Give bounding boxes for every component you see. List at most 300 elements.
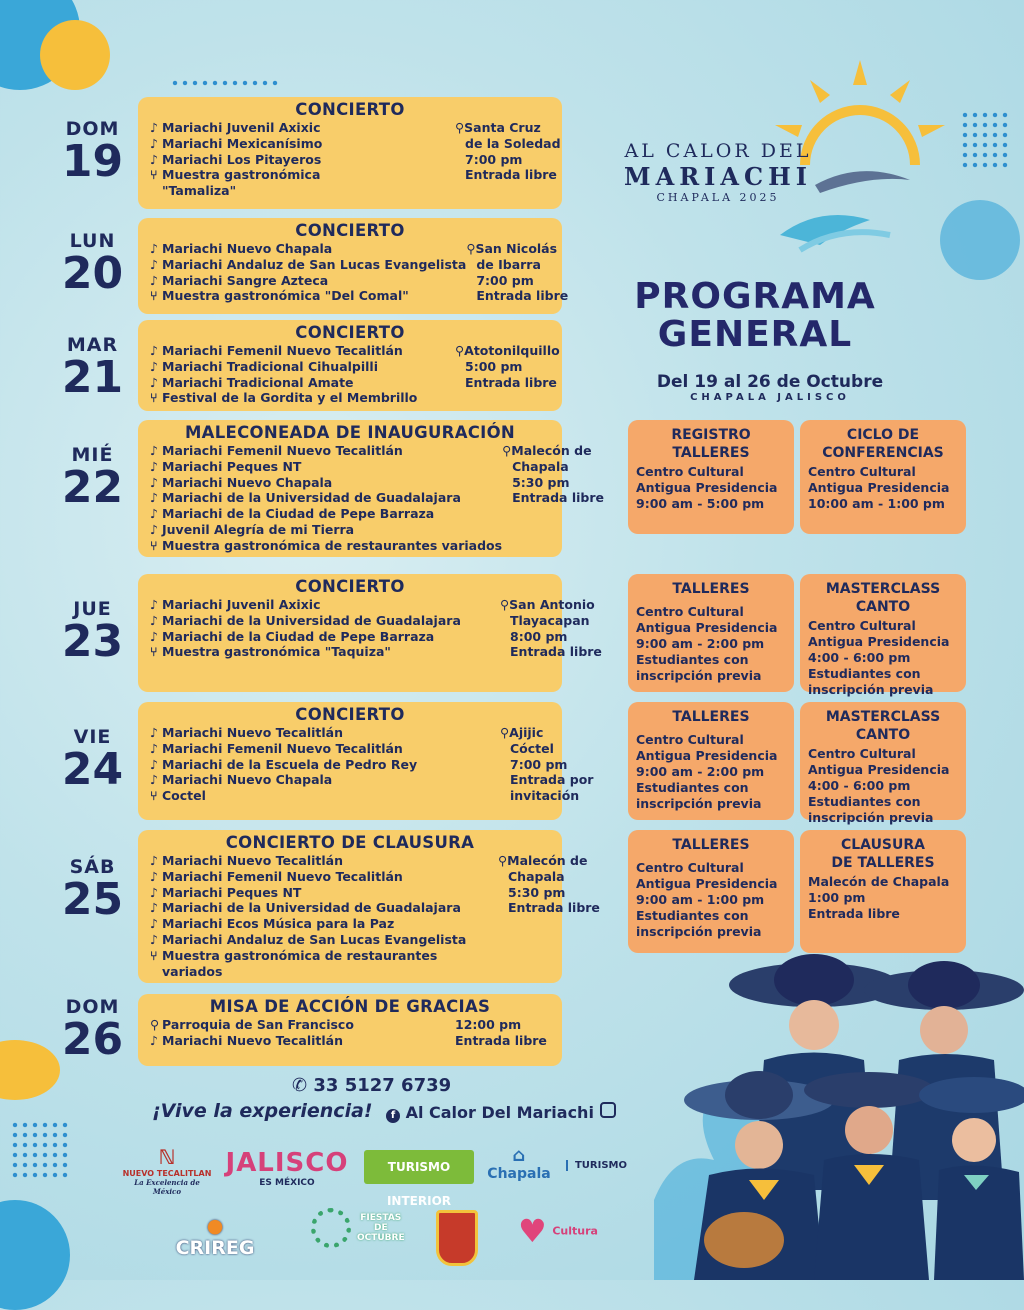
decor-dots-right bbox=[960, 110, 1010, 170]
event-item-text: variados bbox=[162, 963, 223, 979]
event-item bbox=[150, 772, 500, 788]
day-name: LUN bbox=[69, 230, 116, 252]
event-place-line bbox=[498, 900, 600, 916]
event-item bbox=[150, 629, 500, 645]
event-card bbox=[138, 320, 562, 411]
event-card bbox=[138, 218, 569, 314]
workshop-detail: Centro Cultural bbox=[636, 604, 744, 619]
fork-knife-icon: ⑂ bbox=[150, 947, 158, 963]
decor-circle-bottom-left bbox=[0, 1200, 70, 1310]
logo-tecalitlan-mark-icon: ℕ bbox=[158, 1145, 176, 1169]
music-note-icon: ♪ bbox=[150, 740, 158, 756]
event-item bbox=[150, 167, 455, 183]
event-place-line bbox=[502, 474, 570, 491]
instagram-icon bbox=[600, 1102, 616, 1118]
event-item-text: Muestra gastronómica "Del Comal" bbox=[162, 288, 409, 304]
day-number: 24 bbox=[61, 744, 124, 795]
workshop-detail: Antigua Presidencia bbox=[636, 748, 778, 763]
workshop-title bbox=[808, 580, 958, 616]
event-place-line bbox=[500, 628, 568, 645]
day-name: MIÉ bbox=[71, 444, 114, 466]
fork-knife-icon: ⑂ bbox=[150, 390, 158, 406]
fork-knife-icon: ⑂ bbox=[150, 644, 158, 660]
event-place-line bbox=[455, 343, 560, 359]
event-item bbox=[150, 597, 500, 613]
event-place-line bbox=[455, 120, 550, 136]
brand-line1: AL CALOR DEL bbox=[624, 140, 812, 162]
event-item bbox=[150, 788, 500, 804]
event-item bbox=[150, 273, 466, 289]
event-item bbox=[150, 375, 455, 391]
event-item bbox=[150, 506, 502, 522]
chapala-building-icon: ⌂ bbox=[512, 1145, 526, 1166]
event-place-text: 5:30 pm bbox=[512, 474, 570, 490]
logo-crireg bbox=[165, 1215, 265, 1259]
event-item bbox=[150, 948, 498, 964]
event-item-text: Mariachi Ecos Música para la Paz bbox=[162, 916, 395, 932]
phone-text: 33 5127 6739 bbox=[313, 1075, 452, 1096]
event-item bbox=[150, 288, 466, 304]
brand-line3: CHAPALA 2025 bbox=[656, 191, 780, 204]
event-card bbox=[138, 702, 594, 820]
event-item-text: Mariachi de la Ciudad de Pepe Barraza bbox=[162, 506, 435, 522]
day-label bbox=[40, 334, 145, 403]
music-note-icon: ♪ bbox=[150, 597, 158, 612]
event-item bbox=[150, 136, 455, 152]
event-item bbox=[150, 885, 498, 901]
logo-fiestas-text: FIESTAS DE OCTUBRE bbox=[356, 1213, 405, 1243]
event-place-line bbox=[455, 374, 557, 391]
event-place-text: Ajijic bbox=[509, 725, 544, 740]
event-place-line bbox=[455, 135, 561, 152]
workshop-detail: Centro Cultural bbox=[636, 464, 744, 479]
day-label bbox=[40, 726, 145, 795]
logo-nuevo-tecalitlan bbox=[122, 1145, 212, 1196]
mariachi-group-illustration bbox=[654, 950, 1024, 1280]
logo-tecalitlan-text: NUEVO TECALITLAN bbox=[122, 1169, 212, 1178]
event-item-text: Mariachi Femenil Nuevo Tecalitlán bbox=[162, 740, 403, 756]
event-place-text: de la Soledad bbox=[465, 135, 561, 151]
event-place-text: Entrada libre bbox=[512, 490, 605, 506]
workshop-detail: Centro Cultural bbox=[808, 746, 916, 761]
event-place-text: 5:30 pm bbox=[508, 884, 566, 900]
workshop-detail: Centro Cultural bbox=[808, 464, 916, 479]
event-place-line bbox=[498, 853, 588, 869]
day-label bbox=[40, 598, 145, 667]
event-item-text: Mariachi de la Ciudad de Pepe Barraza bbox=[162, 628, 435, 644]
event-item-text: Mariachi Nuevo Chapala bbox=[162, 474, 333, 490]
day-number: 19 bbox=[61, 136, 124, 187]
music-note-icon: ♪ bbox=[150, 1032, 158, 1048]
workshop-detail: 9:00 am - 2:00 pm bbox=[636, 636, 765, 651]
workshop-card bbox=[628, 420, 794, 534]
event-place-text: Entrada libre bbox=[510, 644, 602, 660]
event-item bbox=[150, 964, 498, 980]
music-note-icon: ♪ bbox=[150, 490, 158, 506]
event-place-text: Chapala bbox=[508, 868, 565, 884]
event-place-text: San Antonio bbox=[509, 597, 595, 612]
event-item bbox=[150, 757, 500, 773]
workshop-detail: Estudiantes con bbox=[636, 908, 749, 923]
workshop-detail: 9:00 am - 5:00 pm bbox=[636, 496, 765, 511]
music-note-icon: ♪ bbox=[150, 474, 158, 490]
music-note-icon: ♪ bbox=[150, 725, 158, 740]
day-name: DOM bbox=[65, 118, 120, 140]
event-item-text: "Tamaliza" bbox=[162, 183, 237, 199]
event-title: CONCIERTO bbox=[295, 323, 405, 342]
location-pin-icon: ⚲ bbox=[498, 853, 508, 868]
workshop-detail: Centro Cultural bbox=[636, 860, 744, 875]
facebook-icon: f bbox=[386, 1109, 400, 1123]
event-place-line bbox=[500, 788, 580, 804]
workshop-detail: Centro Cultural bbox=[636, 732, 744, 747]
event-place-line bbox=[502, 443, 592, 459]
workshop-detail: 9:00 am - 1:00 pm bbox=[636, 892, 765, 907]
day-label bbox=[40, 230, 145, 299]
workshop-detail: inscripción previa bbox=[808, 810, 934, 825]
event-item-text: Mariachi Juvenil Axixic bbox=[162, 120, 321, 135]
workshop-detail: Antigua Presidencia bbox=[636, 876, 778, 891]
event-item-text: Coctel bbox=[162, 788, 206, 804]
event-title: CONCIERTO bbox=[295, 705, 405, 724]
logo-jalisco-text: JALISCO bbox=[225, 1148, 349, 1178]
music-note-icon: ♪ bbox=[150, 135, 158, 151]
music-note-icon: ♪ bbox=[150, 884, 158, 900]
event-place-line bbox=[500, 772, 594, 788]
day-label bbox=[40, 996, 145, 1065]
workshop-title-line: TALLERES bbox=[672, 709, 750, 725]
event-place-line bbox=[455, 1017, 550, 1033]
event-item bbox=[150, 443, 502, 459]
fork-knife-icon: ⑂ bbox=[150, 288, 158, 304]
event-item-text: Mariachi de la Universidad de Guadalajara bbox=[162, 612, 461, 628]
event-item-text: Mariachi Femenil Nuevo Tecalitlán bbox=[162, 343, 403, 358]
workshop-title bbox=[636, 426, 786, 462]
day-label bbox=[40, 444, 145, 513]
logo-tecalitlan-sub: La Excelencia de México bbox=[134, 1178, 200, 1196]
event-item bbox=[150, 522, 502, 538]
music-note-icon: ♪ bbox=[150, 506, 158, 522]
logo-shield bbox=[436, 1210, 478, 1266]
day-number: 20 bbox=[61, 248, 124, 299]
event-card bbox=[138, 830, 600, 983]
music-note-icon: ♪ bbox=[150, 612, 158, 628]
event-item-text: Festival de la Gordita y el Membrillo bbox=[162, 390, 418, 406]
event-card bbox=[138, 574, 602, 692]
event-item-text: Mariachi Andaluz de San Lucas Evangelista bbox=[162, 931, 467, 947]
program-title bbox=[590, 278, 920, 354]
workshop-detail: inscripción previa bbox=[808, 682, 934, 697]
event-item bbox=[150, 725, 500, 741]
phone-icon: ✆ bbox=[292, 1075, 308, 1096]
day-name: DOM bbox=[65, 996, 120, 1018]
event-place-text: Entrada libre bbox=[465, 374, 557, 390]
event-item-text: Mariachi Peques NT bbox=[162, 884, 302, 900]
workshop-detail: Malecón de Chapala bbox=[808, 874, 950, 889]
event-place-line bbox=[455, 1033, 550, 1049]
phone-number[interactable] bbox=[292, 1075, 451, 1096]
event-place-line bbox=[466, 273, 561, 289]
event-item-text: Mariachi Sangre Azteca bbox=[162, 272, 329, 288]
event-item-text: Mariachi Mexicanísimo bbox=[162, 135, 323, 151]
program-dates-text: Del 19 al 26 de Octubre bbox=[656, 372, 884, 392]
location-pin-icon: ⚲ bbox=[455, 343, 465, 358]
day-name: MAR bbox=[66, 334, 119, 356]
workshop-detail: Estudiantes con bbox=[636, 780, 749, 795]
music-note-icon: ♪ bbox=[150, 358, 158, 374]
workshop-detail: 4:00 - 6:00 pm bbox=[808, 650, 911, 665]
logo-cultura-text: Cultura bbox=[552, 1224, 598, 1238]
event-place-text: Atotonilquillo bbox=[464, 343, 560, 358]
event-item-text: Parroquia de San Francisco bbox=[162, 1017, 354, 1032]
workshop-title-line: CANTO bbox=[855, 727, 911, 743]
event-title: MISA DE ACCIÓN DE GRACIAS bbox=[209, 997, 491, 1016]
day-label bbox=[40, 856, 145, 925]
logo-jalisco-sub: ES MÉXICO bbox=[259, 1178, 315, 1188]
music-note-icon: ♪ bbox=[150, 628, 158, 644]
event-item bbox=[150, 390, 455, 406]
event-item-text: Muestra gastronómica de restaurantes bbox=[162, 947, 438, 963]
event-place-text: Entrada libre bbox=[476, 288, 569, 304]
workshop-detail: Antigua Presidencia bbox=[808, 762, 950, 777]
workshop-detail: Antigua Presidencia bbox=[808, 480, 950, 495]
day-number: 22 bbox=[61, 462, 124, 513]
workshop-title-line: CLAUSURA bbox=[840, 837, 926, 853]
event-place-line bbox=[500, 644, 602, 660]
workshop-title bbox=[636, 580, 786, 598]
workshop-detail: Estudiantes con bbox=[808, 666, 921, 681]
social-handle[interactable] bbox=[386, 1102, 616, 1123]
decor-circle-yellow bbox=[40, 20, 110, 90]
logo-turismo: TURISMO bbox=[566, 1160, 634, 1171]
day-name: VIE bbox=[73, 726, 112, 748]
event-place-line bbox=[500, 725, 550, 741]
event-item bbox=[150, 152, 455, 168]
event-place-line bbox=[500, 756, 568, 773]
workshop-detail: inscripción previa bbox=[636, 796, 762, 811]
event-place-line bbox=[466, 288, 569, 304]
program-title-line1: PROGRAMA bbox=[634, 276, 876, 317]
event-title: CONCIERTO bbox=[295, 221, 405, 240]
event-title: CONCIERTO DE CLAUSURA bbox=[225, 833, 475, 852]
location-pin-icon: ⚲ bbox=[500, 597, 510, 612]
workshop-title bbox=[808, 836, 958, 872]
slogan: ¡Vive la experiencia! bbox=[152, 1100, 373, 1122]
location-pin-icon: ⚲ bbox=[466, 241, 476, 256]
workshop-detail: Centro Cultural bbox=[808, 618, 916, 633]
logo-turismo-interior: TURISMO INTERIOR bbox=[364, 1150, 474, 1184]
event-item bbox=[150, 257, 466, 273]
decor-dots bbox=[170, 78, 280, 90]
event-place-line bbox=[502, 490, 605, 506]
workshop-card bbox=[800, 574, 966, 697]
workshop-title-line: REGISTRO bbox=[671, 427, 751, 443]
logo-crireg-text: CRIREG bbox=[175, 1237, 255, 1259]
workshop-title-line: TALLERES bbox=[672, 581, 750, 597]
day-number: 21 bbox=[61, 352, 124, 403]
event-item-text: Mariachi Los Pitayeros bbox=[162, 151, 322, 167]
music-note-icon: ♪ bbox=[150, 900, 158, 916]
event-place-line bbox=[500, 740, 554, 757]
event-item bbox=[150, 613, 500, 629]
event-item bbox=[150, 741, 500, 757]
event-item bbox=[150, 869, 498, 885]
event-item bbox=[150, 538, 502, 554]
program-title-line2: GENERAL bbox=[657, 314, 853, 355]
day-number: 23 bbox=[61, 616, 124, 667]
logo-fiestas-octubre bbox=[308, 1208, 408, 1248]
music-note-icon: ♪ bbox=[150, 272, 158, 288]
event-item-text: Mariachi Tradicional Amate bbox=[162, 374, 354, 390]
workshop-detail: Entrada libre bbox=[808, 906, 900, 921]
workshop-detail: 10:00 am - 1:00 pm bbox=[808, 496, 945, 511]
event-item bbox=[150, 183, 455, 199]
workshop-title bbox=[636, 708, 786, 726]
event-item-text: Mariachi Nuevo Tecalitlán bbox=[162, 1032, 343, 1048]
day-name: JUE bbox=[73, 598, 112, 620]
cultura-heart-icon: ♥ bbox=[518, 1212, 547, 1250]
music-note-icon: ♪ bbox=[150, 756, 158, 772]
music-note-icon: ♪ bbox=[150, 120, 158, 135]
workshop-detail: 1:00 pm bbox=[808, 890, 866, 905]
music-note-icon: ♪ bbox=[150, 931, 158, 947]
event-item bbox=[150, 343, 455, 359]
event-place-line bbox=[500, 612, 590, 629]
location-pin-icon: ⚲ bbox=[150, 1017, 160, 1032]
workshop-title-line: CICLO DE bbox=[846, 427, 920, 443]
event-place-line bbox=[455, 167, 557, 183]
event-item bbox=[150, 853, 498, 869]
workshop-title bbox=[636, 836, 786, 854]
music-note-icon: ♪ bbox=[150, 916, 158, 932]
music-note-icon: ♪ bbox=[150, 256, 158, 272]
event-item-text: Mariachi Tradicional Cihualpilli bbox=[162, 358, 379, 374]
event-place-text: Malecón de bbox=[507, 853, 588, 868]
workshop-title-line: DE TALLERES bbox=[831, 855, 935, 871]
workshop-title-line: MASTERCLASS bbox=[825, 581, 941, 597]
workshop-title-line: TALLERES bbox=[672, 445, 750, 461]
event-place-text: de Ibarra bbox=[476, 256, 541, 272]
festival-brand bbox=[598, 140, 838, 204]
music-note-icon: ♪ bbox=[150, 151, 158, 167]
event-place-line bbox=[498, 868, 565, 885]
event-item bbox=[150, 120, 455, 136]
event-item bbox=[150, 932, 498, 948]
event-place-text: Entrada libre bbox=[465, 167, 557, 183]
brand-line2: MARIACHI bbox=[624, 162, 812, 191]
program-place: CHAPALA JALISCO bbox=[690, 392, 850, 403]
day-number: 25 bbox=[61, 874, 124, 925]
workshop-card bbox=[800, 702, 966, 825]
workshop-title bbox=[808, 426, 958, 462]
fiestas-flower-icon bbox=[311, 1208, 351, 1248]
event-place-line bbox=[498, 884, 566, 901]
event-place-text: 7:00 pm bbox=[510, 756, 568, 772]
music-note-icon: ♪ bbox=[150, 521, 158, 537]
event-place-text: Entrada por bbox=[510, 772, 594, 788]
event-item bbox=[150, 916, 498, 932]
event-item-text: Mariachi Femenil Nuevo Tecalitlán bbox=[162, 868, 403, 884]
event-card bbox=[138, 420, 605, 557]
event-item bbox=[150, 900, 498, 916]
event-card bbox=[138, 994, 562, 1066]
location-pin-icon: ⚲ bbox=[502, 443, 512, 458]
event-item-text: Muestra gastronómica de restaurantes variados bbox=[162, 537, 503, 553]
event-place-line bbox=[466, 257, 561, 273]
event-place-text: invitación bbox=[510, 788, 580, 804]
workshop-detail: inscripción previa bbox=[636, 668, 762, 683]
event-place-line bbox=[500, 597, 595, 613]
workshop-detail: Estudiantes con bbox=[808, 794, 921, 809]
event-item-text: Mariachi de la Universidad de Guadalajara bbox=[162, 490, 461, 506]
workshop-card bbox=[800, 830, 966, 953]
event-place-line bbox=[502, 458, 569, 475]
event-title: CONCIERTO bbox=[295, 100, 405, 119]
music-note-icon: ♪ bbox=[150, 343, 158, 358]
music-note-icon: ♪ bbox=[150, 374, 158, 390]
music-note-icon: ♪ bbox=[150, 443, 158, 458]
fork-knife-icon: ⑂ bbox=[150, 788, 158, 804]
event-place-text: Santa Cruz bbox=[464, 120, 541, 135]
event-item-text: Mariachi Nuevo Tecalitlán bbox=[162, 725, 343, 740]
event-item-text: Mariachi Nuevo Tecalitlán bbox=[162, 853, 343, 868]
event-place-line bbox=[466, 241, 561, 257]
day-label bbox=[40, 118, 145, 187]
event-item-text: Mariachi Nuevo Chapala bbox=[162, 772, 333, 788]
logo-chapala-text: Chapala bbox=[487, 1166, 551, 1182]
workshop-title-line: MASTERCLASS bbox=[825, 709, 941, 725]
workshop-title-line: CONFERENCIAS bbox=[822, 445, 944, 461]
event-place-text: 5:00 pm bbox=[465, 358, 523, 374]
day-name: SÁB bbox=[69, 856, 116, 878]
event-place-text: 7:00 pm bbox=[476, 272, 534, 288]
event-item-text: Mariachi Nuevo Chapala bbox=[162, 241, 333, 256]
logo-jalisco bbox=[222, 1148, 352, 1188]
event-place-text: 12:00 pm bbox=[455, 1017, 522, 1032]
event-title: MALECONEADA DE INAUGURACIÓN bbox=[184, 423, 516, 442]
event-place-text: 7:00 pm bbox=[465, 151, 523, 167]
workshop-detail: inscripción previa bbox=[636, 924, 762, 939]
event-item-text: Mariachi de la Escuela de Pedro Rey bbox=[162, 756, 418, 772]
event-place-text: Entrada libre bbox=[455, 1032, 547, 1048]
workshop-card bbox=[628, 830, 794, 953]
event-item-text: Mariachi Andaluz de San Lucas Evangelista bbox=[162, 256, 467, 272]
event-place-text: Malecón de bbox=[511, 443, 592, 458]
workshop-title-line: TALLERES bbox=[672, 837, 750, 853]
location-pin-icon: ⚲ bbox=[500, 725, 510, 740]
logo-cultura bbox=[508, 1212, 608, 1250]
event-place-text: Chapala bbox=[512, 458, 569, 474]
event-place-text: San Nicolás bbox=[475, 241, 558, 256]
workshop-title bbox=[808, 708, 958, 744]
workshop-detail: 4:00 - 6:00 pm bbox=[808, 778, 911, 793]
music-note-icon: ♪ bbox=[150, 868, 158, 884]
workshop-detail: Antigua Presidencia bbox=[636, 480, 778, 495]
fork-knife-icon: ⑂ bbox=[150, 537, 158, 553]
event-item-text: Muestra gastronómica "Taquiza" bbox=[162, 644, 391, 660]
event-item bbox=[150, 644, 500, 660]
day-number: 26 bbox=[61, 1014, 124, 1065]
event-place-line bbox=[455, 359, 550, 375]
event-item-text: Mariachi Peques NT bbox=[162, 458, 302, 474]
event-item-text: Mariachi de la Universidad de Guadalajara bbox=[162, 900, 461, 916]
workshop-card bbox=[800, 420, 966, 534]
event-item bbox=[150, 490, 502, 506]
location-pin-icon: ⚲ bbox=[455, 120, 465, 135]
event-item bbox=[150, 359, 455, 375]
event-item-text: Mariachi Femenil Nuevo Tecalitlán bbox=[162, 443, 403, 458]
music-note-icon: ♪ bbox=[150, 458, 158, 474]
